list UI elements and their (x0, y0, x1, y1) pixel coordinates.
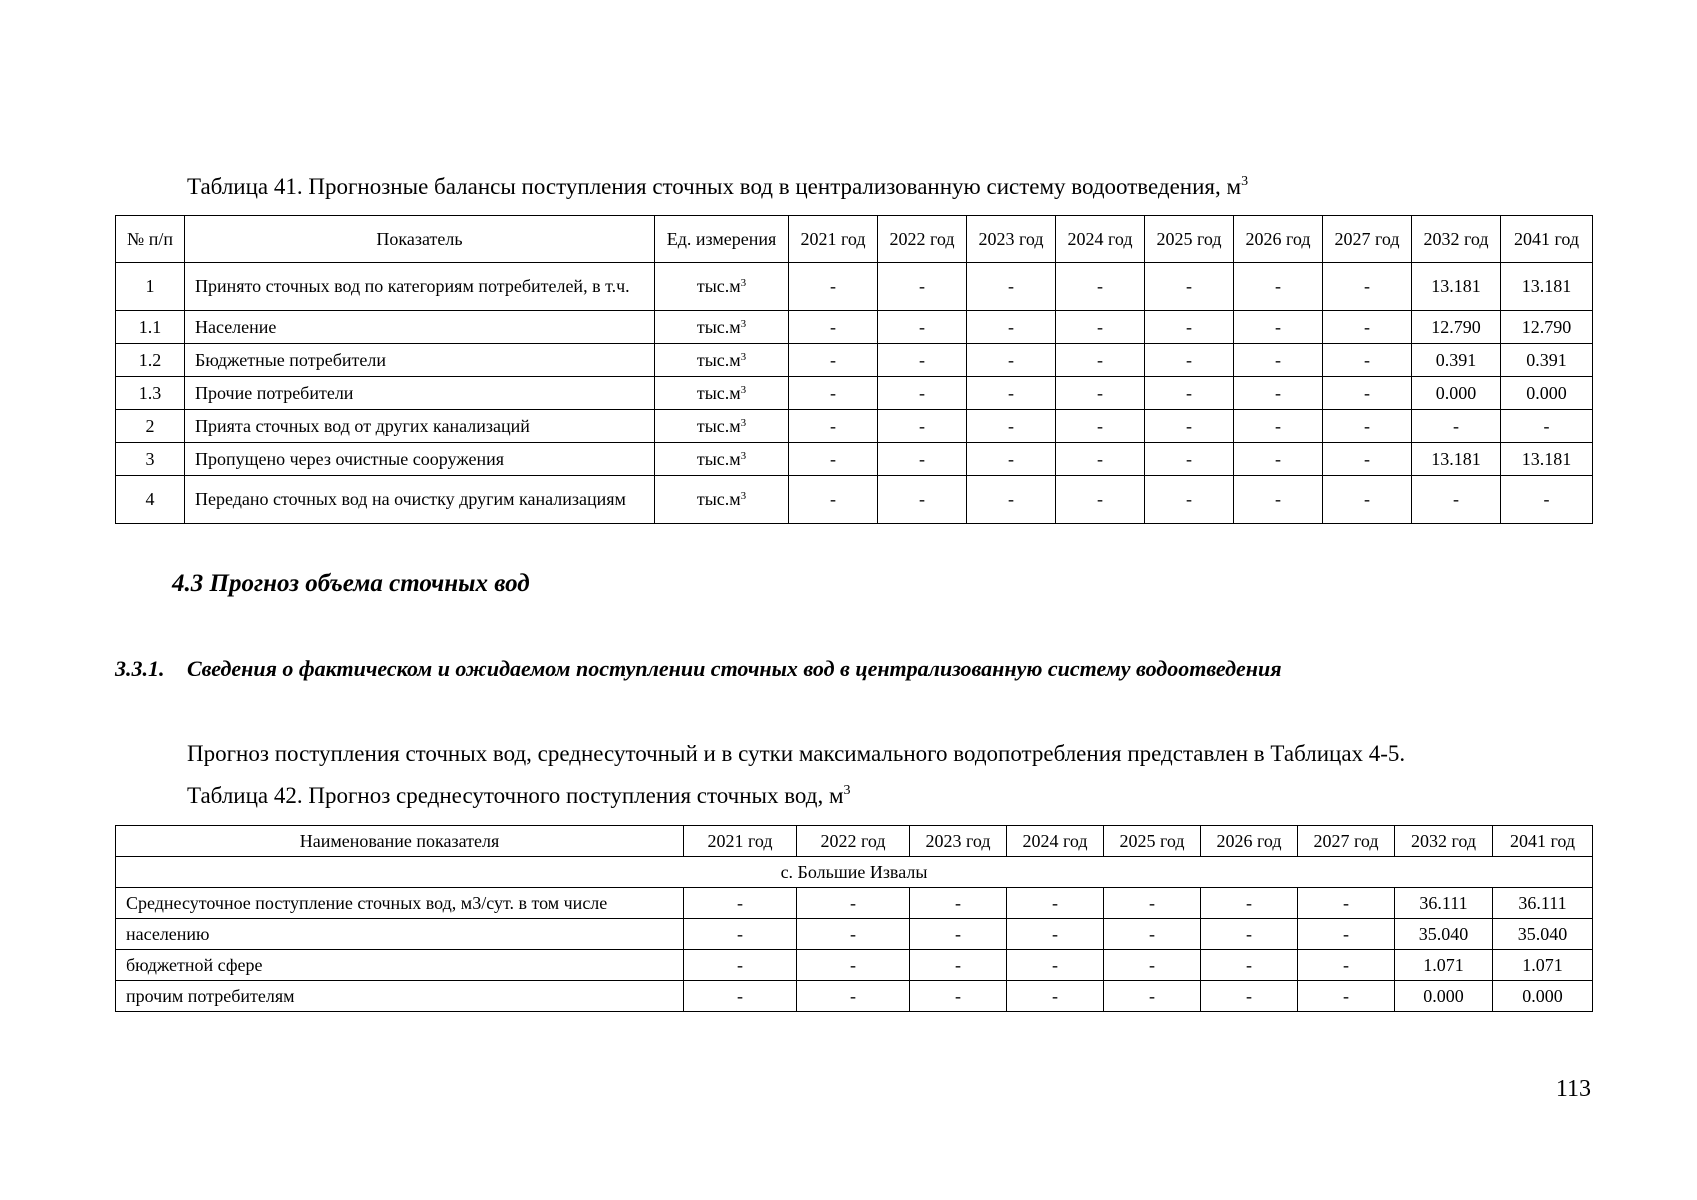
table42-header-year: 2027 год (1298, 826, 1395, 857)
cell-value: - (1501, 410, 1593, 443)
row-name: прочим потребителям (116, 981, 684, 1012)
cell-value: - (789, 476, 878, 524)
cell-value: - (789, 263, 878, 311)
cell-value: 13.181 (1501, 263, 1593, 311)
table41-header-year: 2032 год (1412, 216, 1501, 263)
cell-value: 12.790 (1501, 311, 1593, 344)
cell-value: - (967, 344, 1056, 377)
row-unit (655, 344, 789, 377)
unit-sup: 3 (740, 317, 747, 330)
table42-header-year: 2022 год (797, 826, 910, 857)
cell-value: 13.181 (1412, 443, 1501, 476)
cell-value: - (789, 377, 878, 410)
table41-header-year: 2041 год (1501, 216, 1593, 263)
cell-value: - (878, 377, 967, 410)
row-num: 1.2 (116, 344, 185, 377)
cell-value: - (1234, 344, 1323, 377)
row-name: Передано сточных вод на очистку другим канализациям (185, 476, 655, 524)
row-name: Население (185, 311, 655, 344)
cell-value: - (910, 950, 1007, 981)
unit-sup: 3 (740, 416, 747, 429)
cell-value: - (1412, 410, 1501, 443)
row-name: населению (116, 919, 684, 950)
cell-value: - (1234, 476, 1323, 524)
table41-header-num: № п/п (116, 216, 185, 263)
row-unit (655, 410, 789, 443)
section-title: Сведения о фактическом и ожидаемом поступлении сточных вод в централизованную систему водоотведения (187, 656, 1282, 681)
cell-value: - (1007, 888, 1104, 919)
table42-caption (187, 782, 851, 810)
row-name: Принято сточных вод по категориям потребителей, в т.ч. (185, 263, 655, 311)
body-paragraph: Прогноз поступления сточных вод, среднесуточный и в сутки максимального водопотребления представлен в Таблицах 4-5. (187, 741, 1406, 766)
section-heading-3-3-1 (115, 656, 1282, 682)
cell-value: - (1234, 263, 1323, 311)
cell-value: - (1104, 981, 1201, 1012)
section-number: 3.3.1. (115, 656, 165, 681)
row-name: Среднесуточное поступление сточных вод, м3/сут. в том числе (116, 888, 684, 919)
row-name: Прията сточных вод от других канализаций (185, 410, 655, 443)
table41-header-year: 2024 год (1056, 216, 1145, 263)
cell-value: - (1056, 410, 1145, 443)
cell-value: - (1104, 888, 1201, 919)
cell-value: - (684, 950, 797, 981)
cell-value: 13.181 (1501, 443, 1593, 476)
cell-value: - (1201, 888, 1298, 919)
cell-value: - (878, 410, 967, 443)
unit-text: тыс.м (696, 349, 741, 370)
cell-value: - (1145, 410, 1234, 443)
unit-sup: 3 (740, 350, 747, 363)
cell-value: - (1323, 263, 1412, 311)
cell-value: - (1007, 950, 1104, 981)
table41-caption (187, 173, 1248, 201)
cell-value: - (1145, 476, 1234, 524)
cell-value: 0.391 (1412, 344, 1501, 377)
table42-caption-sup: 3 (843, 783, 851, 798)
cell-value: - (789, 311, 878, 344)
table42-header-row (116, 826, 1593, 857)
cell-value: - (797, 981, 910, 1012)
cell-value: - (1234, 443, 1323, 476)
cell-value: 0.000 (1501, 377, 1593, 410)
row-num: 4 (116, 476, 185, 524)
cell-value: - (789, 344, 878, 377)
cell-value: - (1145, 311, 1234, 344)
cell-value: - (878, 476, 967, 524)
unit-text: тыс.м (696, 276, 741, 296)
cell-value: - (1056, 311, 1145, 344)
cell-value: 1.071 (1493, 950, 1593, 981)
table42-header-indicator: Наименование показателя (116, 826, 684, 857)
table41-header-year: 2027 год (1323, 216, 1412, 263)
row-num: 3 (116, 443, 185, 476)
cell-value: - (1007, 919, 1104, 950)
table-row (116, 410, 1593, 443)
cell-value: - (967, 410, 1056, 443)
cell-value: - (1234, 410, 1323, 443)
table42-caption-text: Таблица 42. Прогноз среднесуточного поступления сточных вод, м (187, 783, 844, 808)
cell-value: - (1056, 263, 1145, 311)
cell-value: - (1234, 377, 1323, 410)
cell-value: - (1201, 950, 1298, 981)
table41-header-year: 2021 год (789, 216, 878, 263)
cell-value: - (1056, 443, 1145, 476)
cell-value: 13.181 (1412, 263, 1501, 311)
table42-header-year: 2025 год (1104, 826, 1201, 857)
cell-value: - (1323, 344, 1412, 377)
cell-value: - (797, 919, 910, 950)
row-name: бюджетной сфере (116, 950, 684, 981)
cell-value: - (797, 888, 910, 919)
cell-value: - (797, 950, 910, 981)
cell-value: - (1145, 344, 1234, 377)
row-name: Бюджетные потребители (185, 344, 655, 377)
row-unit (655, 443, 789, 476)
row-unit (655, 377, 789, 410)
table42-header-year: 2024 год (1007, 826, 1104, 857)
row-num: 1 (116, 263, 185, 311)
cell-value: - (1056, 476, 1145, 524)
cell-value: - (1104, 919, 1201, 950)
unit-text: тыс.м (696, 382, 741, 403)
cell-value: - (1007, 981, 1104, 1012)
table-row (116, 263, 1593, 311)
cell-value: - (1234, 311, 1323, 344)
table-row (116, 950, 1593, 981)
unit-sup: 3 (740, 490, 747, 502)
table41-header-row (116, 216, 1593, 263)
page-number: 113 (1555, 1076, 1591, 1102)
cell-value: - (684, 888, 797, 919)
table42 (115, 825, 1593, 1012)
table-row (116, 476, 1593, 524)
table41-header-unit: Ед. измерения (655, 216, 789, 263)
cell-value: - (878, 344, 967, 377)
cell-value: - (684, 981, 797, 1012)
table41-header-year: 2026 год (1234, 216, 1323, 263)
cell-value: - (1323, 476, 1412, 524)
cell-value: - (878, 263, 967, 311)
cell-value: - (684, 919, 797, 950)
table42-header-year: 2023 год (910, 826, 1007, 857)
cell-value: - (1298, 950, 1395, 981)
cell-value: - (1201, 919, 1298, 950)
cell-value: 35.040 (1493, 919, 1593, 950)
cell-value: - (910, 981, 1007, 1012)
table-row (116, 344, 1593, 377)
table41-header-year: 2025 год (1145, 216, 1234, 263)
row-name: Прочие потребители (185, 377, 655, 410)
cell-value: - (910, 919, 1007, 950)
unit-text: тыс.м (696, 415, 741, 436)
cell-value: - (967, 263, 1056, 311)
cell-value: - (1145, 443, 1234, 476)
unit-text: тыс.м (696, 489, 741, 509)
row-num: 2 (116, 410, 185, 443)
cell-value: 1.071 (1395, 950, 1493, 981)
table-row (116, 919, 1593, 950)
cell-value: - (1323, 443, 1412, 476)
cell-value: - (878, 311, 967, 344)
table41-header-year: 2022 год (878, 216, 967, 263)
cell-value: - (1056, 377, 1145, 410)
cell-value: - (1298, 919, 1395, 950)
cell-value: 12.790 (1412, 311, 1501, 344)
cell-value: 36.111 (1395, 888, 1493, 919)
cell-value: - (878, 443, 967, 476)
row-num: 1.3 (116, 377, 185, 410)
unit-sup: 3 (740, 449, 747, 462)
row-unit (655, 476, 789, 524)
table41-header-indicator: Показатель (185, 216, 655, 263)
group-label: с. Большие Извалы (116, 857, 1593, 888)
table42-group-row (116, 857, 1593, 888)
cell-value: - (789, 410, 878, 443)
cell-value: - (1298, 888, 1395, 919)
table41-caption-text: Таблица 41. Прогнозные балансы поступления сточных вод в централизованную систему водоотведения, м (187, 174, 1242, 199)
table-row (116, 888, 1593, 919)
table42-header-year: 2041 год (1493, 826, 1593, 857)
cell-value: - (910, 888, 1007, 919)
cell-value: 0.000 (1412, 377, 1501, 410)
cell-value: 0.391 (1501, 344, 1593, 377)
table41-caption-sup: 3 (1241, 174, 1249, 189)
unit-sup: 3 (740, 383, 747, 396)
row-num: 1.1 (116, 311, 185, 344)
row-name: Пропущено через очистные сооружения (185, 443, 655, 476)
cell-value: - (1145, 377, 1234, 410)
cell-value: - (1323, 377, 1412, 410)
unit-sup: 3 (740, 277, 747, 289)
cell-value: - (789, 443, 878, 476)
cell-value: - (1201, 981, 1298, 1012)
cell-value: - (1412, 476, 1501, 524)
cell-value: 0.000 (1493, 981, 1593, 1012)
cell-value: - (1104, 950, 1201, 981)
cell-value: - (1056, 344, 1145, 377)
cell-value: - (1323, 410, 1412, 443)
table-row (116, 981, 1593, 1012)
cell-value: - (967, 443, 1056, 476)
cell-value: 36.111 (1493, 888, 1593, 919)
table42-header-year: 2032 год (1395, 826, 1493, 857)
cell-value: - (967, 377, 1056, 410)
cell-value: - (967, 311, 1056, 344)
cell-value: - (967, 476, 1056, 524)
table42-header-year: 2021 год (684, 826, 797, 857)
table-row (116, 443, 1593, 476)
row-unit (655, 311, 789, 344)
cell-value: - (1501, 476, 1593, 524)
section-heading-4-3: 4.3 Прогноз объема сточных вод (172, 570, 530, 597)
table41 (115, 215, 1593, 524)
cell-value: - (1298, 981, 1395, 1012)
cell-value: 35.040 (1395, 919, 1493, 950)
unit-text: тыс.м (696, 316, 741, 337)
table42-header-year: 2026 год (1201, 826, 1298, 857)
cell-value: 0.000 (1395, 981, 1493, 1012)
table41-header-year: 2023 год (967, 216, 1056, 263)
cell-value: - (1145, 263, 1234, 311)
unit-text: тыс.м (696, 448, 741, 469)
table-row (116, 377, 1593, 410)
table-row (116, 311, 1593, 344)
row-unit (655, 263, 789, 311)
cell-value: - (1323, 311, 1412, 344)
